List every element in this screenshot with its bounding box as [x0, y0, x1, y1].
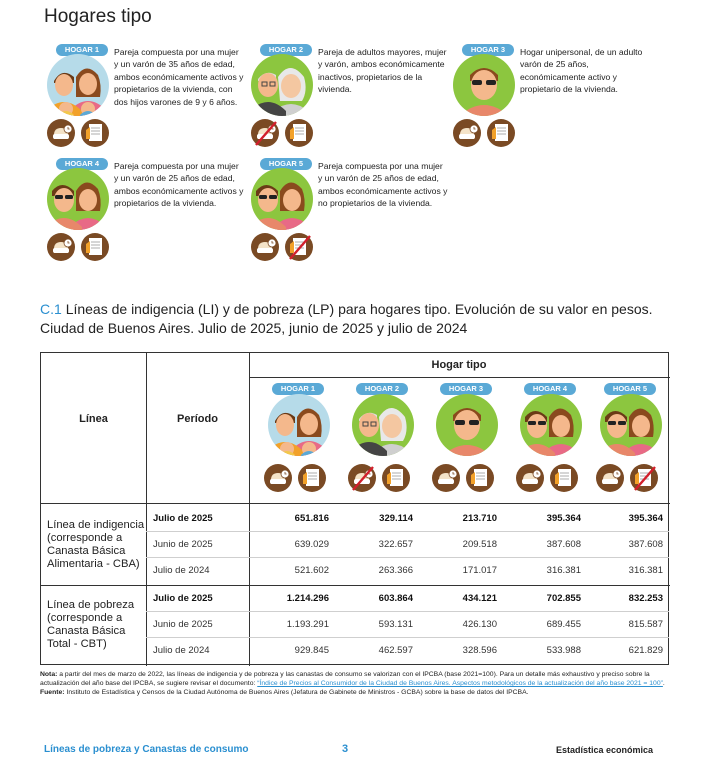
header-periodo: Período	[177, 413, 218, 425]
household-3-portrait	[435, 393, 499, 457]
household-card-3	[450, 44, 650, 149]
working-chair-icon	[264, 464, 292, 492]
working-and-owner-icons	[431, 463, 511, 493]
footer-section: Estadística económica	[555, 745, 653, 755]
household-badge: HOGAR 4	[56, 158, 108, 170]
footer-page-number: 3	[342, 743, 349, 755]
table-divider	[41, 585, 670, 586]
note-label: Nota:	[40, 671, 58, 678]
source-text: Instituto de Estadística y Censos de la Ciudad Autónoma de Buenos Aires (Jefatura de Gabinete de Ministros - GCBA) sobre la base de datos del IPCBA.	[66, 689, 529, 696]
working-chair-icon	[596, 464, 624, 492]
value-cell: 395.364	[546, 513, 581, 524]
period-cell: Junio de 2025	[153, 619, 213, 630]
column-badge: HOGAR 1	[272, 383, 324, 395]
inactive-and-owner-icons	[250, 118, 330, 148]
table-divider	[249, 377, 670, 378]
row-separator	[146, 637, 669, 638]
value-cell: 603.864	[378, 593, 413, 604]
working-chair-icon	[47, 119, 75, 147]
household-4-portrait	[46, 167, 110, 231]
column-header-hogar-1	[257, 383, 341, 498]
working-chair-icon	[47, 233, 75, 261]
value-cell: 1.193.291	[286, 619, 329, 630]
column-badge: HOGAR 4	[524, 383, 576, 395]
household-5-portrait	[250, 167, 314, 231]
period-cell: Junio de 2025	[153, 539, 213, 550]
household-2-portrait	[250, 53, 314, 117]
property-deed-icon	[550, 464, 578, 492]
period-cell: Julio de 2024	[153, 565, 210, 576]
household-badge: HOGAR 1	[56, 44, 108, 56]
value-cell: 621.829	[628, 645, 663, 656]
value-cell: 395.364	[628, 513, 663, 524]
value-cell: 533.988	[546, 645, 581, 656]
table-divider	[249, 353, 250, 666]
property-deed-icon	[81, 233, 109, 261]
household-description: Hogar unipersonal, de un adulto varón de 25 años, económicamente activo y propietario de la vivienda.	[520, 47, 643, 95]
household-description: Pareja compuesta por una mujer y un varón de 35 años de edad, ambos económicamente activos y propietarios de la vivienda, con dos hijos varones de 9 y 6 años.	[114, 47, 244, 107]
household-card-5	[248, 158, 448, 263]
household-card-2	[248, 44, 448, 149]
row-label-pobreza: Línea de pobreza (corresponde a Canasta Básica Total - CBT)	[47, 599, 135, 650]
value-cell: 322.657	[378, 539, 413, 550]
household-2-portrait	[351, 393, 415, 457]
value-cell: 462.597	[378, 645, 413, 656]
property-deed-icon	[298, 464, 326, 492]
row-separator	[146, 611, 669, 612]
table-id: C.1	[40, 301, 62, 317]
value-cell: 929.845	[294, 645, 329, 656]
poverty-lines-table	[40, 352, 669, 665]
working-and-owner-icons	[452, 118, 532, 148]
value-cell: 434.121	[462, 593, 497, 604]
household-badge: HOGAR 2	[260, 44, 312, 56]
value-cell: 1.214.296	[286, 593, 329, 604]
column-header-hogar-5	[589, 383, 673, 498]
property-deed-icon	[382, 464, 410, 492]
value-cell: 689.455	[546, 619, 581, 630]
note-document-link[interactable]: “Índice de Precios al Consumidor de la Ciudad de Buenos Aires. Aspectos metodológicos de la actualización del año base 2021 = 100”	[257, 680, 663, 687]
working-and-owner-icons	[46, 118, 126, 148]
household-1-portrait	[267, 393, 331, 457]
value-cell: 209.518	[462, 539, 497, 550]
value-cell: 263.366	[378, 565, 413, 576]
table-divider	[41, 503, 670, 504]
property-deed-icon	[466, 464, 494, 492]
household-card-1	[44, 44, 244, 149]
household-badge: HOGAR 3	[462, 44, 514, 56]
value-cell: 387.608	[546, 539, 581, 550]
footer-document-title: Líneas de pobreza y Canastas de consumo	[44, 744, 249, 755]
inactive-and-owner-icons	[347, 463, 427, 493]
value-cell: 639.029	[294, 539, 329, 550]
working-and-owner-icons	[263, 463, 343, 493]
household-description: Pareja compuesta por una mujer y un varón de 25 años de edad, ambos económicamente activos y no propietarios de la vivienda.	[318, 161, 448, 209]
working-and-owner-icons	[515, 463, 595, 493]
period-cell: Julio de 2025	[153, 593, 213, 604]
value-cell: 702.855	[546, 593, 581, 604]
note-end: .	[662, 680, 665, 687]
row-separator	[146, 531, 669, 532]
value-cell: 815.587	[628, 619, 663, 630]
column-badge: HOGAR 2	[356, 383, 408, 395]
household-card-4	[44, 158, 244, 263]
household-4-portrait	[519, 393, 583, 457]
table-title	[40, 300, 680, 338]
note-text: a partir del mes de marzo de 2022, las líneas de indigencia y de pobreza y las canastas de consumo se valorizan con el IPCBA (base 2021=100). Para un detalle más exhaustivo y preciso sobre la actualización del año base del IPCBA, se sugiere revisar el documento:	[40, 671, 650, 687]
household-badge: HOGAR 5	[260, 158, 312, 170]
working-chair-icon	[432, 464, 460, 492]
household-3-portrait	[452, 53, 516, 117]
working-chair-icon	[516, 464, 544, 492]
household-description: Pareja de adultos mayores, mujer y varón, ambos económicamente inactivos, propietarios de la vivienda.	[318, 47, 447, 95]
column-header-hogar-3	[425, 383, 509, 498]
value-cell: 651.816	[294, 513, 329, 524]
row-label-indigencia: Línea de indigencia (corresponde a Canasta Básica Alimentaria - CBA)	[47, 519, 145, 570]
source-label: Fuente:	[40, 689, 65, 696]
working-chair-icon	[453, 119, 481, 147]
table-title-text: Líneas de indigencia (LI) y de pobreza (LP) para hogares tipo. Evolución de su valor en pesos. Ciudad de Buenos Aires. Julio de 2025, junio de 2025 y julio de 2024	[40, 301, 653, 336]
working-and-non-owner-icons	[595, 463, 675, 493]
working-and-owner-icons	[46, 232, 126, 262]
column-header-hogar-2	[341, 383, 425, 498]
working-and-non-owner-icons	[250, 232, 330, 262]
column-badge: HOGAR 5	[604, 383, 656, 395]
value-cell: 328.596	[462, 645, 497, 656]
value-cell: 316.381	[628, 565, 663, 576]
property-deed-icon	[81, 119, 109, 147]
header-linea: Línea	[79, 413, 108, 425]
value-cell: 426.130	[462, 619, 497, 630]
working-chair-icon	[251, 233, 279, 261]
value-cell: 593.131	[378, 619, 413, 630]
value-cell: 387.608	[628, 539, 663, 550]
column-header-hogar-4	[509, 383, 593, 498]
header-hogar-tipo: Hogar tipo	[431, 359, 487, 371]
household-description: Pareja compuesta por una mujer y un varón de 25 años de edad, ambos económicamente activos y propietarios de la vivienda.	[114, 161, 244, 209]
value-cell: 316.381	[546, 565, 581, 576]
section-title: Hogares tipo	[44, 6, 152, 27]
value-cell: 329.114	[379, 513, 413, 524]
property-deed-icon	[285, 119, 313, 147]
period-cell: Julio de 2024	[153, 645, 210, 656]
household-1-portrait	[46, 53, 110, 117]
row-separator	[146, 557, 669, 558]
value-cell: 521.602	[294, 565, 329, 576]
value-cell: 171.017	[462, 565, 497, 576]
value-cell: 213.710	[462, 513, 497, 524]
household-5-portrait	[599, 393, 663, 457]
property-deed-icon	[487, 119, 515, 147]
period-cell: Julio de 2025	[153, 513, 213, 524]
table-note	[40, 670, 672, 697]
value-cell: 832.253	[628, 593, 663, 604]
column-badge: HOGAR 3	[440, 383, 492, 395]
